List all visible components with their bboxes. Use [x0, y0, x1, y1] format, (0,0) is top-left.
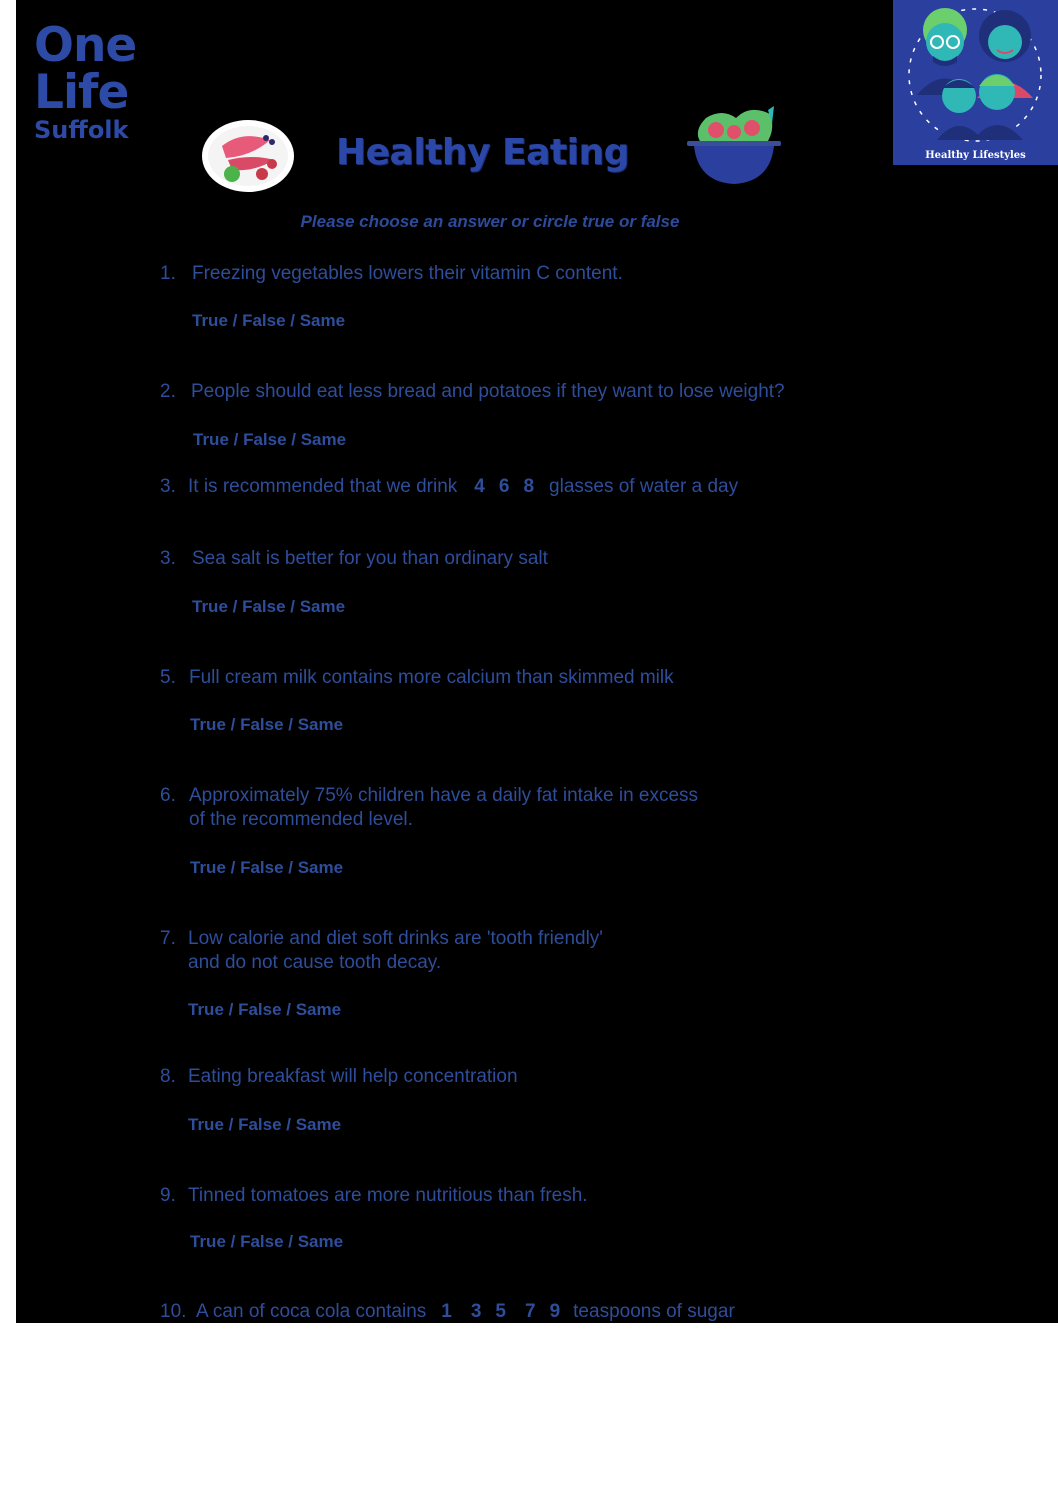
question-text: Tinned tomatoes are more nutritious than fresh. [188, 1185, 588, 1206]
question-text: Freezing vegetables lowers their vitamin C content. [192, 263, 623, 284]
logo-line-suffolk: Suffolk [34, 116, 129, 144]
answer-choices-5[interactable]: True / False / Same [190, 715, 344, 734]
question-number: 10. [160, 1301, 187, 1322]
question-text-after: teaspoons of sugar [573, 1301, 735, 1322]
question-text: People should eat less bread and potatoes if they want to lose weight? [191, 381, 785, 402]
question-5 [160, 666, 674, 690]
question-3-salt [160, 547, 548, 571]
question-text-after: glasses of water a day [549, 476, 739, 497]
question-number: 2. [160, 381, 176, 402]
answer-choices-3[interactable]: True / False / Same [192, 597, 346, 616]
question-1 [160, 262, 623, 286]
question-8 [160, 1065, 518, 1089]
question-text: Low calorie and diet soft drinks are 'tooth friendly' [188, 928, 603, 949]
answer-choices-2[interactable]: True / False / Same [193, 430, 347, 449]
question-text: Sea salt is better for you than ordinary salt [192, 548, 548, 569]
question-text-before: It is recommended that we drink [188, 476, 458, 497]
answer-choices-7[interactable]: True / False / Same [188, 1000, 342, 1019]
question-7 [160, 927, 603, 975]
question-text: Eating breakfast will help concentration [188, 1066, 518, 1087]
question-number: 3. [160, 476, 176, 497]
instructions: Please choose an answer or circle true or false [300, 212, 680, 231]
question-number: 6. [160, 785, 176, 806]
option-6[interactable]: 6 [498, 476, 510, 497]
question-number: 1. [160, 263, 176, 284]
question-3-water [160, 475, 738, 499]
page-title: Healthy Eating [336, 132, 629, 173]
question-number: 3. [160, 548, 176, 569]
worksheet [16, 0, 1058, 1323]
badge-label: Healthy Lifestyles [925, 150, 1026, 161]
option-5[interactable]: 5 [495, 1301, 506, 1322]
question-number: 9. [160, 1185, 176, 1206]
option-4[interactable]: 4 [474, 476, 485, 497]
question-10 [160, 1300, 735, 1323]
one-life-suffolk-logo [34, 18, 137, 144]
question-number: 8. [160, 1066, 176, 1087]
logo-line-one: One [34, 18, 137, 73]
question-text: Approximately 75% children have a daily fat intake in excess [189, 785, 699, 806]
question-6 [160, 784, 698, 832]
question-2 [160, 380, 785, 404]
question-text-line2: of the recommended level. [189, 809, 413, 830]
salad-bowl-icon [682, 104, 786, 188]
answer-choices-9[interactable]: True / False / Same [190, 1232, 344, 1251]
question-text-line2: and do not cause tooth decay. [188, 952, 442, 973]
logo-line-life: Life [34, 65, 129, 120]
answer-choices-1[interactable]: True / False / Same [192, 311, 346, 330]
answer-choices-6[interactable]: True / False / Same [190, 858, 344, 877]
question-text-before: A can of coca cola contains [196, 1301, 427, 1322]
question-number: 5. [160, 667, 176, 688]
option-9[interactable]: 9 [549, 1301, 561, 1322]
question-text: Full cream milk contains more calcium than skimmed milk [189, 667, 674, 688]
question-9 [160, 1184, 588, 1208]
option-7[interactable]: 7 [525, 1301, 536, 1322]
option-8[interactable]: 8 [523, 476, 535, 497]
question-number: 7. [160, 928, 176, 949]
healthy-lifestyles-badge [893, 0, 1058, 165]
family-icon [893, 0, 1058, 165]
answer-choices-8[interactable]: True / False / Same [188, 1115, 342, 1134]
option-3[interactable]: 3 [470, 1301, 482, 1322]
option-1[interactable]: 1 [441, 1301, 452, 1322]
fruit-plate-icon [192, 116, 304, 196]
